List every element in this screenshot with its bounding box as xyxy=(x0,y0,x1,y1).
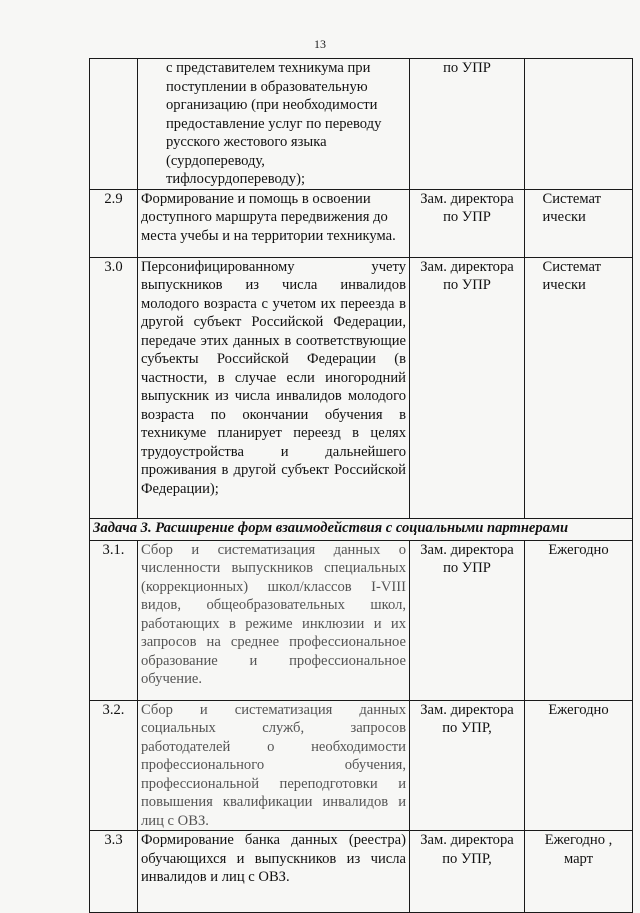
table-row xyxy=(90,59,633,190)
action-plan-table xyxy=(89,58,633,913)
term-cell xyxy=(525,257,633,518)
row-number: 3.1. xyxy=(90,540,138,700)
row-number: 3.3 xyxy=(90,831,138,913)
activity-cell: Формирование и помощь в освоении доступного маршрута передвижения до места учебы и на территории техникума. xyxy=(138,189,410,257)
row-number: 3.2. xyxy=(90,700,138,831)
term-cell xyxy=(525,59,633,190)
activity-cell: Сбор и систематизация данных социальных служб, запросов работодателей о необходимости профессионального обучения, профессиональной переподготовки и повышения квалификации инвалидов и лиц с ОВЗ. xyxy=(138,700,410,831)
table-row xyxy=(90,700,633,831)
activity-cell: с представителем техникума при поступлении в образовательную организацию (при необходимости предоставление услуг по переводу русского жестового языка (сурдопереводу, тифлосурдопереводу); xyxy=(138,59,410,190)
activity-cell: Персонифицированному учету выпускников из числа инвалидов молодого возраста с учетом их переезда в другой субъект Российской Федерации, передаче этих данных в соответствующие субъекты Российской Федерации (в частности, в случае если иногородний выпускник из числа инвалидов молодого возраста по окончании обучения в техникуме планирует переезд в целях трудоустройства и дальнейшего проживания в другой субъект Российской Федерации); xyxy=(138,257,410,518)
term-cell: Ежегодно xyxy=(525,540,633,700)
row-number: 2.9 xyxy=(90,189,138,257)
term-cell: Ежегодно xyxy=(525,700,633,831)
task-3-heading: Задача 3. Расширение форм взаимодействия с социальными партнерами xyxy=(90,518,633,540)
task-heading-row xyxy=(90,518,633,540)
term-text: Ежегодно , март xyxy=(544,832,613,867)
responsible-cell: Зам. директора по УПР, xyxy=(410,831,525,913)
page-number: 13 xyxy=(314,37,326,51)
table-row xyxy=(90,189,633,257)
row-number: 3.0 xyxy=(90,257,138,518)
responsible-cell: Зам. директора по УПР xyxy=(410,257,525,518)
term-text: Системат ически xyxy=(542,258,601,293)
activity-cell: Формирование банка данных (реестра) обучающихся и выпускников из числа инвалидов и лиц с ОВЗ. xyxy=(138,831,410,913)
responsible-cell: по УПР xyxy=(410,59,525,190)
table-row xyxy=(90,831,633,913)
responsible-cell: Зам. директора по УПР xyxy=(410,189,525,257)
activity-cell: Сбор и систематизация данных о численности выпускников специальных (коррекционных) школ/классов I-VIII видов, общеобразовательных школ, работающих в режиме инклюзии и их запросов на среднее профессиональное образование и профессиональное обучение. xyxy=(138,540,410,700)
table-row xyxy=(90,540,633,700)
responsible-cell: Зам. директора по УПР xyxy=(410,540,525,700)
term-cell xyxy=(525,189,633,257)
row-number xyxy=(90,59,138,190)
term-text: Системат ически xyxy=(542,190,601,225)
responsible-cell: Зам. директора по УПР, xyxy=(410,700,525,831)
table-row xyxy=(90,257,633,518)
term-cell xyxy=(525,831,633,913)
